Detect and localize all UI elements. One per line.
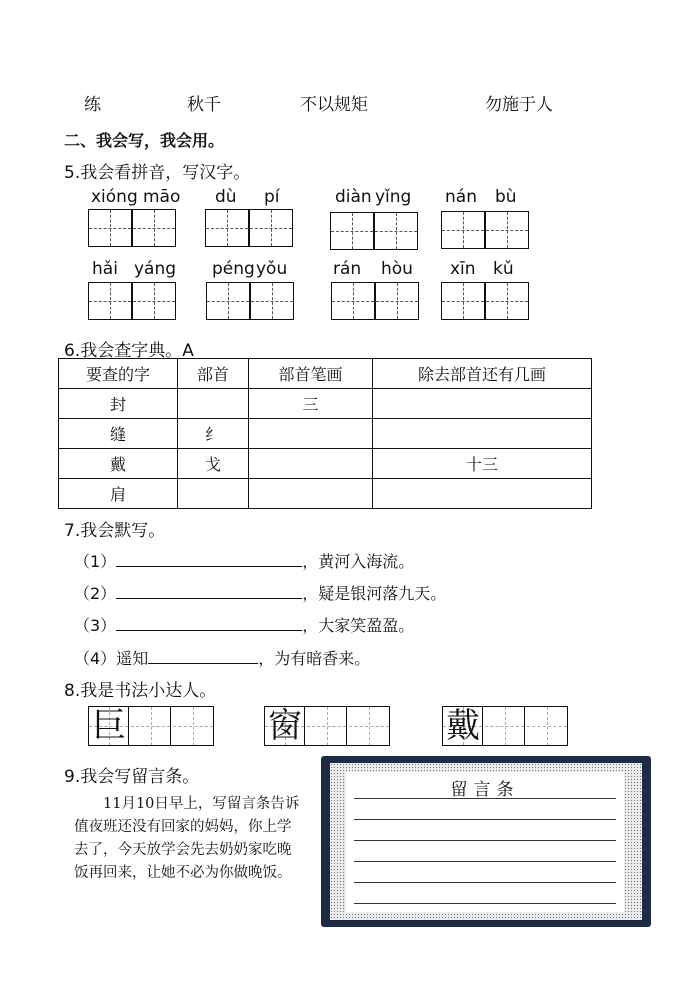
writing-box[interactable]	[132, 209, 176, 247]
note-card-border	[330, 763, 642, 920]
writing-box[interactable]	[132, 282, 176, 320]
writing-box[interactable]	[206, 282, 250, 320]
table-cell[interactable]	[178, 389, 249, 419]
pinyin: rán	[333, 259, 362, 279]
writing-box[interactable]	[88, 209, 132, 247]
item-number: （1）	[74, 552, 117, 571]
table-cell: 封	[59, 389, 178, 419]
writing-box[interactable]	[330, 212, 374, 250]
poem-text: ，黄河入海流。	[302, 552, 415, 571]
table-cell: 缝	[59, 419, 178, 449]
grid-cell[interactable]	[485, 707, 525, 745]
pinyin: yǒu	[256, 259, 288, 279]
writing-box[interactable]	[485, 211, 529, 249]
table-cell[interactable]: 纟	[178, 419, 249, 449]
recite-line-2	[74, 581, 446, 604]
writing-box[interactable]	[485, 282, 529, 320]
q5-title: 5.我会看拼音，写汉字。	[64, 163, 251, 183]
model-character: 窗	[268, 706, 302, 746]
pinyin: hòu	[381, 259, 413, 279]
recite-line-3	[74, 613, 414, 636]
item-number: （3）	[74, 616, 117, 635]
q9-title: 9.我会写留言条。	[64, 767, 200, 787]
table-cell[interactable]	[373, 419, 592, 449]
pinyin: māo	[143, 187, 181, 207]
table-cell[interactable]	[249, 479, 373, 509]
table-row	[59, 419, 592, 449]
note-paper[interactable]	[346, 772, 624, 912]
table-row	[59, 389, 592, 419]
word-lian: 练	[84, 95, 101, 115]
table-cell: 戴	[59, 449, 178, 479]
grid-cell[interactable]	[349, 707, 389, 745]
table-cell[interactable]	[249, 419, 373, 449]
writing-box[interactable]	[441, 282, 485, 320]
note-line	[354, 798, 616, 799]
answer-blank[interactable]	[148, 647, 258, 664]
column-header: 除去部首还有几画	[373, 359, 592, 389]
recite-line-4: （4）遥知 ，为有暗香来。	[74, 649, 371, 668]
task-description: 11月10日早上，写留言条告诉值夜班还没有回家的妈妈，你上学去了，今天放学会先去奶奶家吃晚饭再回来，让她不必为你做晚饭。	[74, 796, 300, 881]
message-note-card	[321, 756, 651, 927]
item-number: （4）	[74, 649, 117, 668]
grid-cell[interactable]	[131, 707, 171, 745]
grid-cell[interactable]	[173, 707, 213, 745]
q6-title: 6.我会查字典。A	[64, 341, 194, 361]
writing-box[interactable]	[331, 282, 375, 320]
table-header-row	[59, 359, 592, 389]
pinyin: péng	[212, 259, 255, 279]
answer-blank[interactable]	[116, 582, 302, 599]
q8-title: 8.我是书法小达人。	[64, 681, 217, 701]
column-header: 部首	[178, 359, 249, 389]
answer-blank[interactable]	[116, 614, 302, 631]
table-row	[59, 479, 592, 509]
grid-cell[interactable]	[527, 707, 567, 745]
pinyin: nán	[445, 187, 477, 207]
dictionary-table	[58, 358, 592, 509]
writing-box[interactable]	[441, 211, 485, 249]
writing-box[interactable]	[88, 282, 132, 320]
table-cell[interactable]	[178, 479, 249, 509]
word-wushiyuren: 勿施于人	[485, 95, 553, 115]
table-cell[interactable]	[249, 449, 373, 479]
table-cell[interactable]	[373, 479, 592, 509]
grid-cell[interactable]	[307, 707, 347, 745]
writing-box[interactable]	[250, 282, 294, 320]
table-cell[interactable]	[373, 389, 592, 419]
column-header: 要查的字	[59, 359, 178, 389]
model-character: 戴	[446, 706, 480, 746]
calligraphy-grid[interactable]	[442, 706, 568, 746]
table-cell[interactable]: 戈	[178, 449, 249, 479]
recite-line-1	[74, 549, 414, 572]
pinyin: bù	[495, 187, 517, 207]
pinyin: kǔ	[493, 259, 514, 279]
table-row	[59, 449, 592, 479]
calligraphy-grid[interactable]	[264, 706, 390, 746]
poem-text: ，大家笑盈盈。	[302, 616, 415, 635]
section-title: 二、我会写，我会用。	[64, 131, 225, 150]
column-header: 部首笔画	[249, 359, 373, 389]
note-line	[354, 861, 616, 862]
poem-text: ，为有暗香来。	[258, 649, 371, 668]
writing-box[interactable]	[205, 209, 249, 247]
table-cell[interactable]: 三	[249, 389, 373, 419]
note-line	[354, 903, 616, 904]
pinyin: xióng	[91, 187, 138, 207]
answer-blank[interactable]	[116, 550, 302, 567]
table-cell[interactable]: 十三	[373, 449, 592, 479]
note-title: 留言条	[450, 780, 520, 800]
pinyin: dù	[215, 187, 237, 207]
item-number: （2）	[74, 584, 117, 603]
pinyin: hǎi	[92, 259, 118, 279]
note-line	[354, 840, 616, 841]
model-character: 巨	[92, 706, 126, 746]
pinyin: yǐng	[375, 187, 412, 207]
writing-box[interactable]	[375, 282, 419, 320]
pinyin: xīn	[450, 259, 476, 279]
writing-box[interactable]	[374, 212, 418, 250]
pinyin: pí	[264, 187, 280, 207]
note-line	[354, 819, 616, 820]
q7-title: 7.我会默写。	[64, 521, 166, 541]
word-qiuqian: 秋千	[187, 95, 221, 115]
table-cell: 肩	[59, 479, 178, 509]
poem-text: ，疑是银河落九天。	[302, 584, 447, 603]
note-line	[354, 882, 616, 883]
pinyin: diàn	[335, 187, 372, 207]
writing-box[interactable]	[249, 209, 293, 247]
calligraphy-grid[interactable]	[88, 706, 214, 746]
pinyin: yáng	[134, 259, 177, 279]
word-buyiguiju: 不以规矩	[300, 95, 368, 115]
